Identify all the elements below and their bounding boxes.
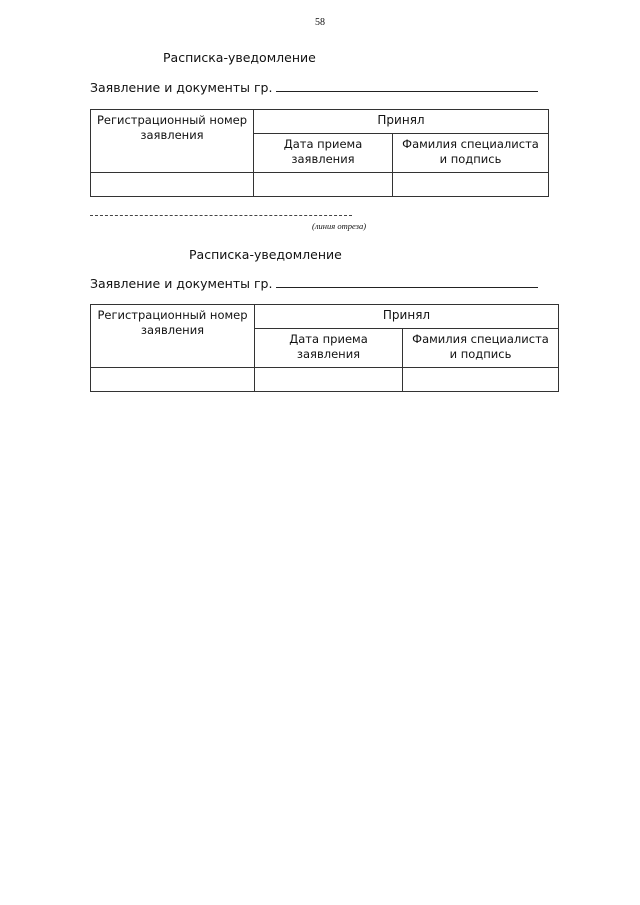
date-header: Дата приема заявления [254, 134, 393, 173]
applicant-name-field[interactable] [276, 277, 538, 288]
reg-number-header: Регистрационный номер заявления [91, 110, 254, 173]
cut-line-label: (линия отреза) [312, 221, 367, 231]
applicant-line [90, 80, 538, 95]
applicant-line [90, 276, 538, 291]
cut-line [90, 215, 352, 216]
applicant-label: Заявление и документы гр. [90, 276, 273, 291]
accepted-header: Принял [254, 110, 549, 134]
specialist-cell[interactable] [403, 368, 559, 392]
receipt-table [90, 109, 549, 197]
date-cell[interactable] [255, 368, 403, 392]
specialist-header: Фамилия специалиста и подпись [393, 134, 549, 173]
accepted-header: Принял [255, 305, 559, 329]
reg-number-cell[interactable] [91, 368, 255, 392]
date-header: Дата приема заявления [255, 329, 403, 368]
receipt-title: Расписка-уведомление [163, 50, 316, 65]
reg-number-header: Регистрационный номер заявления [91, 305, 255, 368]
reg-number-cell[interactable] [91, 173, 254, 197]
specialist-header: Фамилия специалиста и подпись [403, 329, 559, 368]
applicant-name-field[interactable] [276, 81, 538, 92]
receipt-title: Расписка-уведомление [189, 247, 342, 262]
date-cell[interactable] [254, 173, 393, 197]
receipt-table [90, 304, 559, 392]
page-number: 58 [315, 17, 325, 28]
applicant-label: Заявление и документы гр. [90, 80, 273, 95]
specialist-cell[interactable] [393, 173, 549, 197]
